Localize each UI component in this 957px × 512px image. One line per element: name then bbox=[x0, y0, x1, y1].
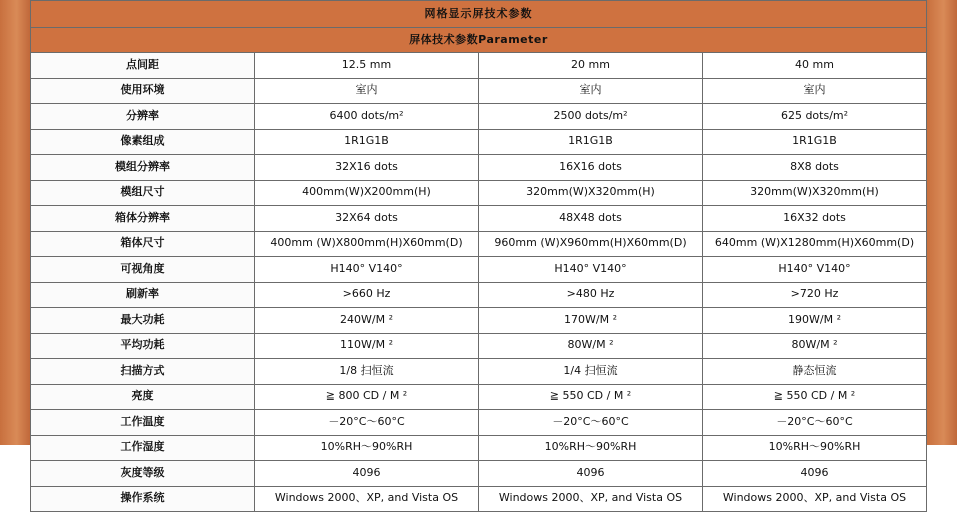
row-value: 190W/M ² bbox=[703, 308, 927, 334]
row-value: 4096 bbox=[703, 461, 927, 487]
table-title-row bbox=[31, 1, 927, 28]
row-value: 8X8 dots bbox=[703, 155, 927, 181]
spec-table-body bbox=[31, 1, 927, 512]
table-row bbox=[31, 129, 927, 155]
row-label: 最大功耗 bbox=[31, 308, 255, 334]
row-value: Windows 2000、XP, and Vista OS bbox=[479, 486, 703, 512]
row-label: 亮度 bbox=[31, 384, 255, 410]
row-value: 32X16 dots bbox=[255, 155, 479, 181]
table-row bbox=[31, 461, 927, 487]
row-value: 10%RH～90%RH bbox=[255, 435, 479, 461]
row-value: 170W/M ² bbox=[479, 308, 703, 334]
row-value: H140° V140° bbox=[479, 257, 703, 283]
row-value: H140° V140° bbox=[255, 257, 479, 283]
row-label: 箱体尺寸 bbox=[31, 231, 255, 257]
row-value: 室内 bbox=[479, 78, 703, 104]
row-value: 10%RH～90%RH bbox=[479, 435, 703, 461]
row-value: 1R1G1B bbox=[255, 129, 479, 155]
table-row bbox=[31, 308, 927, 334]
row-value: 48X48 dots bbox=[479, 206, 703, 232]
row-label: 平均功耗 bbox=[31, 333, 255, 359]
row-value: 32X64 dots bbox=[255, 206, 479, 232]
table-row bbox=[31, 231, 927, 257]
row-value: 16X32 dots bbox=[703, 206, 927, 232]
row-value: 静态恒流 bbox=[703, 359, 927, 385]
row-value: 625 dots/m² bbox=[703, 104, 927, 130]
table-row bbox=[31, 155, 927, 181]
row-value: 室内 bbox=[703, 78, 927, 104]
row-value: 80W/M ² bbox=[479, 333, 703, 359]
table-row bbox=[31, 78, 927, 104]
row-value: 4096 bbox=[255, 461, 479, 487]
row-label: 可视角度 bbox=[31, 257, 255, 283]
row-label: 工作湿度 bbox=[31, 435, 255, 461]
row-value: Windows 2000、XP, and Vista OS bbox=[255, 486, 479, 512]
table-row bbox=[31, 257, 927, 283]
table-row bbox=[31, 104, 927, 130]
spec-table bbox=[30, 0, 927, 512]
row-label: 工作温度 bbox=[31, 410, 255, 436]
row-label: 分辨率 bbox=[31, 104, 255, 130]
page-title: 网格显示屏技术参数 bbox=[31, 1, 927, 28]
row-label: 灰度等级 bbox=[31, 461, 255, 487]
row-label: 模组分辨率 bbox=[31, 155, 255, 181]
row-value: >480 Hz bbox=[479, 282, 703, 308]
row-value: 6400 dots/m² bbox=[255, 104, 479, 130]
table-row bbox=[31, 53, 927, 79]
row-value: ≧ 550 CD / M ² bbox=[703, 384, 927, 410]
row-value: 20 mm bbox=[479, 53, 703, 79]
row-value: 1R1G1B bbox=[703, 129, 927, 155]
row-value: 40 mm bbox=[703, 53, 927, 79]
row-value: 400mm(W)X200mm(H) bbox=[255, 180, 479, 206]
row-value: 1R1G1B bbox=[479, 129, 703, 155]
row-value: 1/4 扫恒流 bbox=[479, 359, 703, 385]
table-row bbox=[31, 359, 927, 385]
row-label: 操作系统 bbox=[31, 486, 255, 512]
row-label: 扫描方式 bbox=[31, 359, 255, 385]
row-value: 16X16 dots bbox=[479, 155, 703, 181]
left-orange-band bbox=[0, 0, 30, 445]
row-value: 320mm(W)X320mm(H) bbox=[703, 180, 927, 206]
row-value: －20°C～60°C bbox=[479, 410, 703, 436]
row-value: 4096 bbox=[479, 461, 703, 487]
row-label: 箱体分辨率 bbox=[31, 206, 255, 232]
table-row bbox=[31, 410, 927, 436]
right-orange-band bbox=[927, 0, 957, 445]
row-value: >720 Hz bbox=[703, 282, 927, 308]
page-subtitle: 屏体技术参数Parameter bbox=[31, 28, 927, 53]
row-value: 320mm(W)X320mm(H) bbox=[479, 180, 703, 206]
row-value: 12.5 mm bbox=[255, 53, 479, 79]
row-label: 点间距 bbox=[31, 53, 255, 79]
row-value: －20°C～60°C bbox=[255, 410, 479, 436]
row-value: 640mm (W)X1280mm(H)X60mm(D) bbox=[703, 231, 927, 257]
row-value: 2500 dots/m² bbox=[479, 104, 703, 130]
row-value: ≧ 800 CD / M ² bbox=[255, 384, 479, 410]
row-label: 使用环境 bbox=[31, 78, 255, 104]
row-value: 960mm (W)X960mm(H)X60mm(D) bbox=[479, 231, 703, 257]
table-row bbox=[31, 206, 927, 232]
row-label: 像素组成 bbox=[31, 129, 255, 155]
row-value: 240W/M ² bbox=[255, 308, 479, 334]
row-label: 刷新率 bbox=[31, 282, 255, 308]
row-value: －20°C～60°C bbox=[703, 410, 927, 436]
table-subtitle-row bbox=[31, 28, 927, 53]
row-value: 1/8 扫恒流 bbox=[255, 359, 479, 385]
table-row bbox=[31, 384, 927, 410]
row-value: 室内 bbox=[255, 78, 479, 104]
row-value: 10%RH～90%RH bbox=[703, 435, 927, 461]
row-label: 模组尺寸 bbox=[31, 180, 255, 206]
table-row bbox=[31, 486, 927, 512]
table-row bbox=[31, 282, 927, 308]
row-value: >660 Hz bbox=[255, 282, 479, 308]
table-row bbox=[31, 333, 927, 359]
row-value: 110W/M ² bbox=[255, 333, 479, 359]
row-value: Windows 2000、XP, and Vista OS bbox=[703, 486, 927, 512]
table-row bbox=[31, 180, 927, 206]
row-value: ≧ 550 CD / M ² bbox=[479, 384, 703, 410]
row-value: 400mm (W)X800mm(H)X60mm(D) bbox=[255, 231, 479, 257]
row-value: H140° V140° bbox=[703, 257, 927, 283]
table-row bbox=[31, 435, 927, 461]
row-value: 80W/M ² bbox=[703, 333, 927, 359]
